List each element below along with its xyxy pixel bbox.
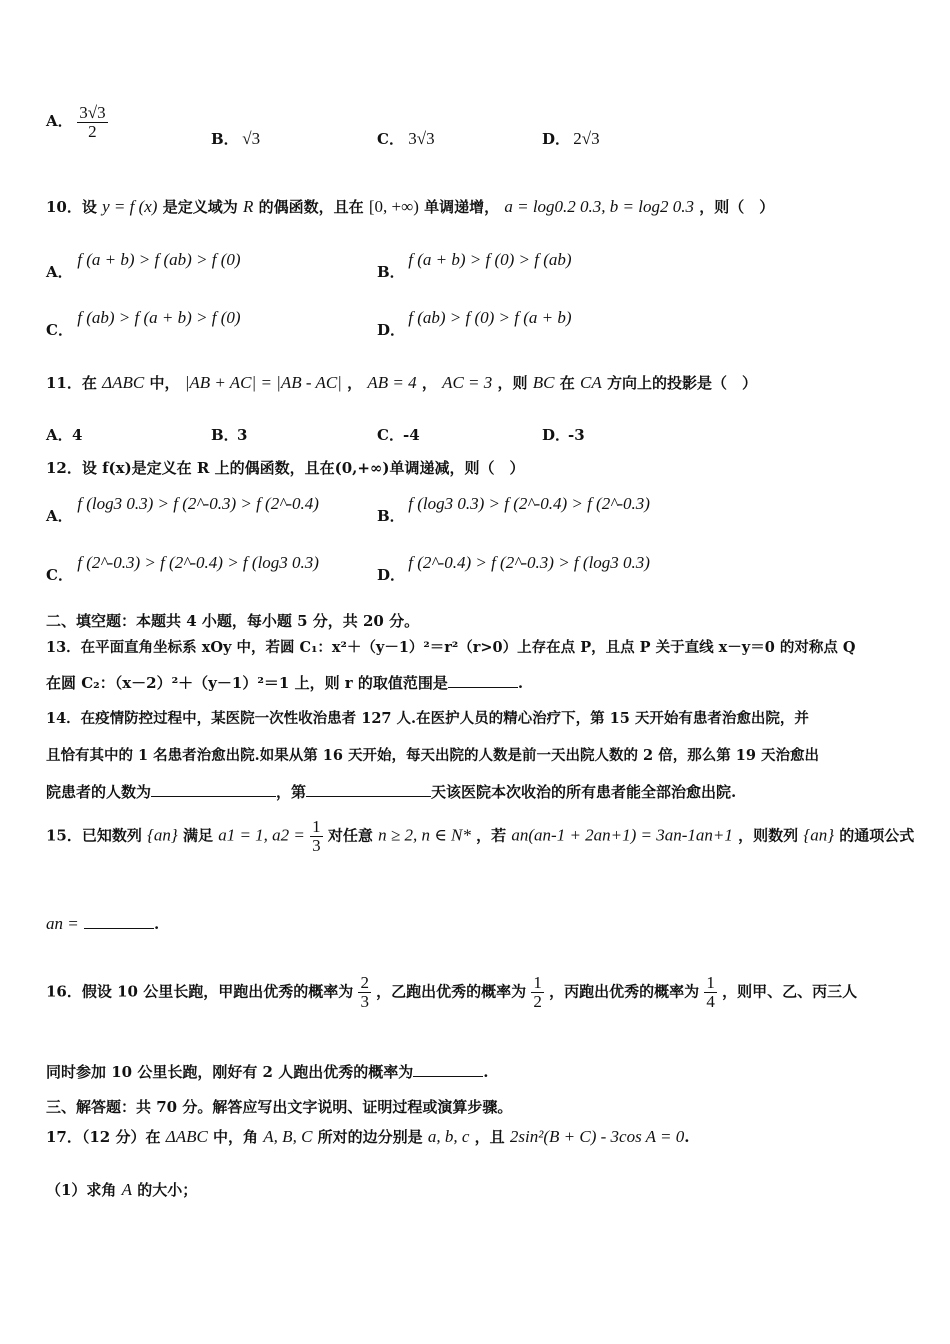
option-label: B． bbox=[377, 507, 405, 525]
q17-sides: a, b, c bbox=[427, 1127, 470, 1146]
option-label: A． bbox=[46, 507, 73, 525]
q15-sequence: {an} bbox=[803, 825, 834, 845]
numerator: 1 bbox=[312, 817, 321, 836]
option-label: C． bbox=[377, 130, 404, 148]
q11-text: ， bbox=[347, 374, 363, 392]
q12-stem: 12．设 f(x)是定义在 R 上的偶函数，且在(0,+∞)单调递减，则（ ） bbox=[46, 459, 525, 477]
numerator: 1 bbox=[706, 973, 715, 992]
q17-part-1-text: 的大小； bbox=[137, 1181, 198, 1199]
q15-answer-blank[interactable] bbox=[84, 914, 154, 929]
option-math: f (ab) > f (0) > f (a + b) bbox=[408, 308, 572, 327]
q12-option-b[interactable] bbox=[377, 494, 650, 526]
q9-d-math: 2√3 bbox=[573, 129, 600, 148]
q10-interval: [0, +∞) bbox=[368, 197, 419, 216]
q11-option-c[interactable] bbox=[377, 424, 420, 445]
numerator: 2 bbox=[360, 973, 369, 992]
q17-part-1-text: （1）求角 bbox=[46, 1181, 117, 1199]
q11-number: 11．在 bbox=[46, 374, 97, 392]
q11-ca: CA bbox=[579, 373, 602, 392]
q10-text: 单调递增， bbox=[424, 198, 500, 216]
q10-option-c[interactable] bbox=[46, 308, 241, 340]
q17-text: 中，角 bbox=[213, 1128, 259, 1146]
option-math: f (a + b) > f (ab) > f (0) bbox=[77, 250, 241, 269]
q11-condition: |AB + AC| = |AB - AC| bbox=[184, 373, 342, 392]
denominator: 4 bbox=[706, 991, 715, 1011]
q16-prob-a bbox=[358, 974, 371, 1011]
q15-text: 满足 bbox=[182, 826, 213, 845]
q17-part-1 bbox=[46, 1179, 910, 1200]
option-value: -3 bbox=[568, 426, 585, 444]
q11-text: ， bbox=[421, 374, 437, 392]
q15-text: ，若 bbox=[476, 826, 507, 845]
q9-option-b[interactable] bbox=[211, 128, 260, 149]
q15-fraction bbox=[310, 818, 323, 855]
q12-option-d[interactable] bbox=[377, 553, 650, 585]
q17-end: . bbox=[684, 1128, 690, 1146]
q15-text: 的通项公式 bbox=[839, 826, 915, 845]
q11-ac: AC = 3 bbox=[442, 373, 493, 392]
q17-stem bbox=[46, 1126, 910, 1147]
q16-prob-b bbox=[531, 974, 544, 1011]
q14-text: 天该医院本次收治的所有患者能全部治愈出院. bbox=[431, 783, 737, 801]
option-label: A． bbox=[46, 426, 73, 444]
option-label: B． bbox=[211, 130, 239, 148]
q9-b-math: √3 bbox=[242, 129, 261, 148]
q11-text: 在 bbox=[559, 374, 575, 392]
q15-initial-terms: a1 = 1, a2 = bbox=[218, 825, 305, 845]
option-value: -4 bbox=[403, 426, 420, 444]
q17-angles: A, B, C bbox=[263, 1127, 313, 1146]
q15-sequence: {an} bbox=[147, 825, 178, 845]
q15-end: . bbox=[153, 915, 160, 933]
q9-option-c[interactable] bbox=[377, 128, 435, 149]
q15-answer-line bbox=[46, 914, 910, 934]
q11-bc: BC bbox=[532, 373, 555, 392]
q14-text: ，第 bbox=[276, 783, 307, 801]
option-label: A． bbox=[46, 112, 73, 131]
q16-prob-c bbox=[704, 974, 717, 1011]
q17-equation: 2sin²(B + C) - 3cos A = 0 bbox=[509, 1127, 685, 1146]
option-math: f (ab) > f (a + b) > f (0) bbox=[77, 308, 241, 327]
q15-text: ，则数列 bbox=[738, 826, 799, 845]
q10-stem bbox=[46, 196, 910, 217]
q11-triangle: ΔABC bbox=[102, 373, 145, 392]
q15-answer-label: an = bbox=[46, 914, 79, 933]
q10-option-a[interactable] bbox=[46, 250, 241, 282]
q16-text: ，则甲、乙、丙三人 bbox=[722, 982, 858, 1001]
denominator: 2 bbox=[533, 991, 542, 1011]
option-value: 3 bbox=[237, 426, 248, 444]
q16-text: ，乙跑出优秀的概率为 bbox=[376, 982, 527, 1001]
q11-text: 方向上的投影是（ ） bbox=[606, 374, 757, 392]
option-label: C． bbox=[46, 321, 73, 339]
q14-line-3 bbox=[46, 781, 910, 802]
denominator: 3 bbox=[312, 835, 321, 855]
q13-text: 在圆 C₂：（x－2）²＋（y－1）²＝1 上，则 r 的取值范围是 bbox=[46, 674, 448, 692]
section-solutions-heading: 三、解答题：共 70 分。解答应写出文字说明、证明过程或演算步骤。 bbox=[46, 1098, 513, 1116]
q13-end: . bbox=[517, 674, 524, 692]
option-value: 4 bbox=[72, 426, 83, 444]
q11-option-a[interactable] bbox=[46, 424, 82, 445]
q14-answer-blank-2[interactable] bbox=[306, 782, 431, 797]
option-label: A． bbox=[46, 263, 73, 281]
q14-answer-blank-1[interactable] bbox=[151, 782, 276, 797]
q10-text: ，则（ ） bbox=[699, 198, 775, 216]
q9-a-fraction bbox=[77, 104, 107, 141]
option-label: D． bbox=[377, 321, 406, 339]
q11-text: ，则 bbox=[497, 374, 528, 392]
q16-stem bbox=[46, 974, 910, 1011]
q10-text: 的偶函数，且在 bbox=[258, 198, 364, 216]
q11-text: 中， bbox=[149, 374, 180, 392]
q16-text: 同时参加 10 公里长跑，刚好有 2 人跑出优秀的概率为 bbox=[46, 1063, 414, 1081]
q17-text: 17．（12 分）在 bbox=[46, 1128, 161, 1146]
q9-c-math: 3√3 bbox=[408, 129, 435, 148]
q11-stem bbox=[46, 372, 910, 393]
q17-text: 所对的边分别是 bbox=[317, 1128, 423, 1146]
option-label: C． bbox=[46, 566, 73, 584]
numerator: 1 bbox=[533, 973, 542, 992]
option-label: B． bbox=[211, 426, 239, 444]
q10-text: 是定义域为 bbox=[162, 198, 238, 216]
q15-text: 对任意 bbox=[327, 826, 373, 845]
option-math: f (a + b) > f (0) > f (ab) bbox=[408, 250, 572, 269]
q16-text: ，丙跑出优秀的概率为 bbox=[549, 982, 700, 1001]
q16-line-2 bbox=[46, 1061, 910, 1082]
q16-text: 16．假设 10 公里长跑，甲跑出优秀的概率为 bbox=[46, 982, 354, 1001]
q10-option-d[interactable] bbox=[377, 308, 572, 340]
q12-option-a[interactable] bbox=[46, 494, 319, 526]
q14-line-2: 且恰有其中的 1 名患者治愈出院.如果从第 16 天开始，每天出院的人数是前一天出院人数的 2 倍，那么第 19 天治愈出 bbox=[46, 747, 819, 764]
q16-end: . bbox=[483, 1063, 489, 1081]
q13-line-2 bbox=[46, 672, 910, 693]
q17-text: ，且 bbox=[474, 1128, 505, 1146]
q14-line-1: 14．在疫情防控过程中，某医院一次性收治患者 127 人.在医护人员的精心治疗下，第 15 天开始有患者治愈出院，并 bbox=[46, 710, 809, 727]
option-math: f (2^-0.3) > f (2^-0.4) > f (log3 0.3) bbox=[77, 553, 319, 572]
q9-option-a[interactable] bbox=[46, 104, 108, 141]
q11-option-b[interactable] bbox=[211, 424, 247, 445]
q10-number: 10．设 bbox=[46, 198, 97, 216]
q15-stem bbox=[46, 817, 915, 855]
q12-option-c[interactable] bbox=[46, 553, 319, 585]
q9-option-d[interactable] bbox=[542, 128, 600, 149]
q11-option-d[interactable] bbox=[542, 424, 585, 445]
q15-text: 15．已知数列 bbox=[46, 826, 142, 845]
option-label: D． bbox=[542, 130, 571, 148]
q11-ab: AB = 4 bbox=[367, 373, 417, 392]
option-math: f (2^-0.4) > f (2^-0.3) > f (log3 0.3) bbox=[408, 553, 650, 572]
section-fill-in-heading: 二、填空题：本题共 4 小题，每小题 5 分，共 20 分。 bbox=[46, 612, 420, 630]
q17-triangle: ΔABC bbox=[165, 1127, 208, 1146]
q15-condition: n ≥ 2, n ∈ N* bbox=[378, 825, 471, 845]
q10-ab-def: a = log0.2 0.3, b = log2 0.3 bbox=[504, 197, 694, 216]
numerator: 3√3 bbox=[79, 103, 106, 122]
q10-option-b[interactable] bbox=[377, 250, 572, 282]
q13-answer-blank[interactable] bbox=[448, 673, 518, 688]
option-label: D． bbox=[377, 566, 406, 584]
option-math: f (log3 0.3) > f (2^-0.3) > f (2^-0.4) bbox=[77, 494, 319, 513]
q13-line-1: 13．在平面直角坐标系 xOy 中，若圆 C₁：x²＋（y－1）²＝r²（r>0）上存在点 P，且点 P 关于直线 x－y＝0 的对称点 Q bbox=[46, 639, 856, 656]
q16-answer-blank[interactable] bbox=[413, 1062, 483, 1077]
option-math: f (log3 0.3) > f (2^-0.4) > f (2^-0.3) bbox=[408, 494, 650, 513]
q10-domain: R bbox=[242, 197, 254, 216]
denominator: 3 bbox=[360, 991, 369, 1011]
option-label: C． bbox=[377, 426, 404, 444]
q17-part-1-var: A bbox=[121, 1180, 133, 1199]
denominator: 2 bbox=[88, 121, 97, 141]
option-label: B． bbox=[377, 263, 405, 281]
q15-recurrence: an(an-1 + 2an+1) = 3an-1an+1 bbox=[511, 825, 733, 845]
option-label: D． bbox=[542, 426, 571, 444]
q10-function: y = f (x) bbox=[102, 197, 158, 216]
q14-text: 院患者的人数为 bbox=[46, 783, 152, 801]
